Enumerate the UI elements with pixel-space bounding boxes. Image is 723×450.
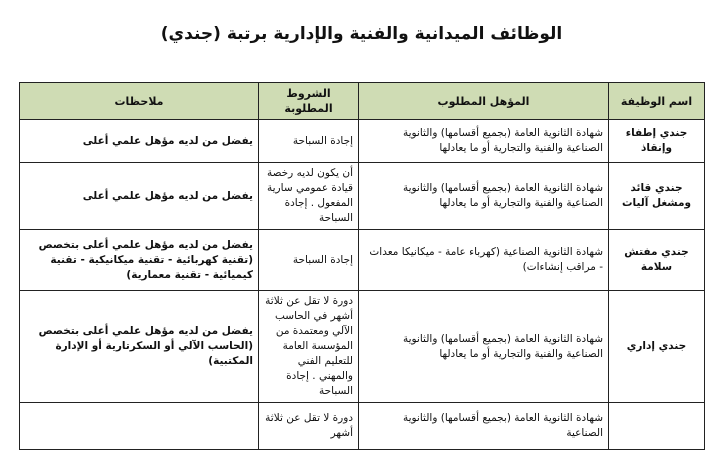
table-row bbox=[20, 291, 705, 403]
cell-notes: يفضل من لديه مؤهل علمي أعلى بتخصص (تقنية كهربائية - تقنية ميكانيكية - تقنية كيميائية - تقنية معمارية) bbox=[20, 230, 259, 291]
header-notes: ملاحظات bbox=[20, 83, 259, 120]
cell-notes bbox=[20, 403, 259, 450]
cell-conditions: إجادة السباحة bbox=[259, 120, 359, 163]
page-title: الوظائف الميدانية والفنية والإدارية برتبة (جندي) bbox=[160, 24, 563, 44]
cell-job: جندي إطفاء وإنقاذ bbox=[609, 120, 705, 163]
cell-job: جندي قائد ومشغل آليات bbox=[609, 163, 705, 230]
header-job: اسم الوظيفة bbox=[609, 83, 705, 120]
cell-job: جندي مفتش سلامة bbox=[609, 230, 705, 291]
cell-job bbox=[609, 403, 705, 450]
cell-conditions: أن يكون لديه رخصة قيادة عمومي سارية المفعول . إجادة السباحة bbox=[259, 163, 359, 230]
cell-conditions: إجادة السباحة bbox=[259, 230, 359, 291]
header-qualification: المؤهل المطلوب bbox=[359, 83, 609, 120]
table-row bbox=[20, 120, 705, 163]
table-header-row bbox=[20, 83, 705, 120]
cell-conditions: دورة لا تقل عن ثلاثة أشهر bbox=[259, 403, 359, 450]
cell-qualification: شهادة الثانوية العامة (بجميع أقسامها) والثانوية الصناعية والفنية والتجارية أو ما يعادلها bbox=[359, 163, 609, 230]
table-row bbox=[20, 403, 705, 450]
cell-job: جندي إداري bbox=[609, 291, 705, 403]
table-row bbox=[20, 230, 705, 291]
cell-qualification: شهادة الثانوية العامة (بجميع أقسامها) والثانوية الصناعية والفنية والتجارية أو ما يعادلها bbox=[359, 291, 609, 403]
cell-conditions: دورة لا تقل عن ثلاثة أشهر في الحاسب الآلي ومعتمدة من المؤسسة العامة للتعليم الفني والمهني . إجادة السباحة bbox=[259, 291, 359, 403]
header-conditions: الشروط المطلوبة bbox=[259, 83, 359, 120]
cell-qualification: شهادة الثانوية العامة (بجميع أقسامها) والثانوية الصناعية والفنية والتجارية أو ما يعادلها bbox=[359, 120, 609, 163]
jobs-table bbox=[19, 82, 705, 450]
cell-notes: يفضل من لديه مؤهل علمي أعلى بتخصص (الحاسب الآلي أو السكرتارية أو الإدارة المكتبية) bbox=[20, 291, 259, 403]
cell-notes: يفضل من لديه مؤهل علمي أعلى bbox=[20, 163, 259, 230]
cell-qualification: شهادة الثانوية العامة (بجميع أقسامها) والثانوية الصناعية bbox=[359, 403, 609, 450]
cell-qualification: شهادة الثانوية الصناعية (كهرباء عامة - ميكانيكا معدات - مراقب إنشاءات) bbox=[359, 230, 609, 291]
table-row bbox=[20, 163, 705, 230]
cell-notes: يفضل من لديه مؤهل علمي أعلى bbox=[20, 120, 259, 163]
